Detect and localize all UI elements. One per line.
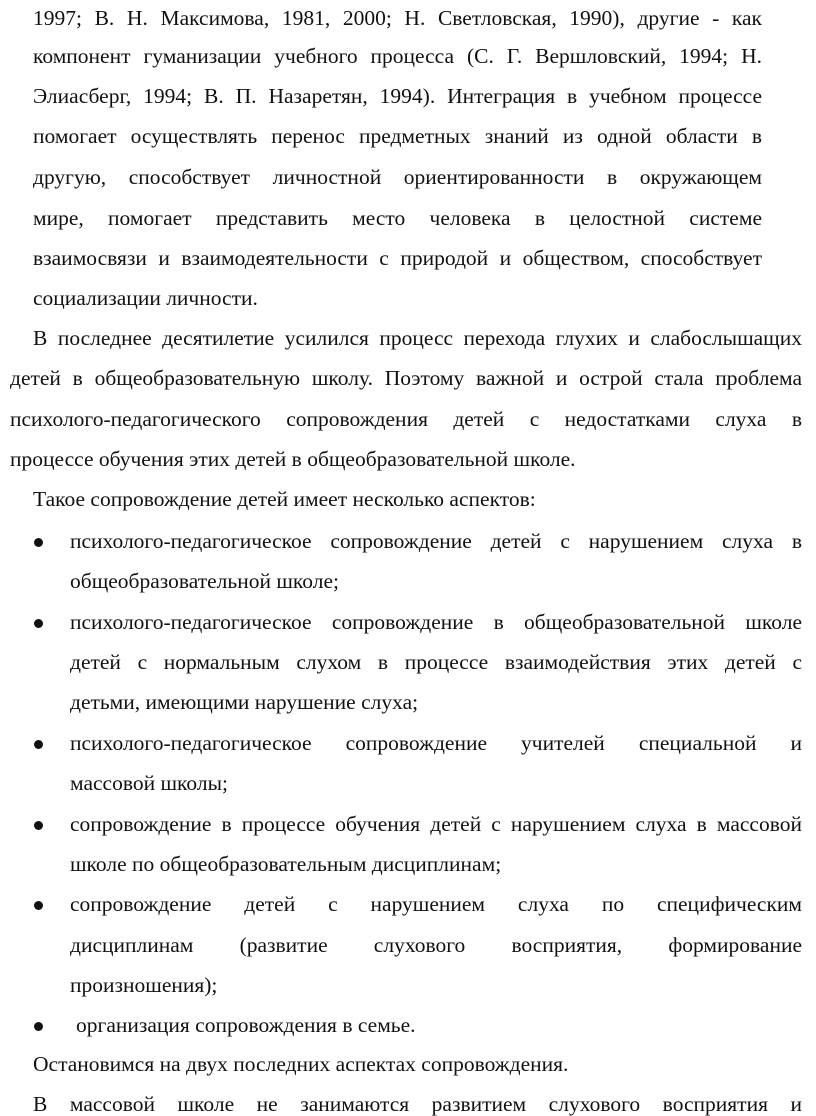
list-item-line: общеобразовательной школе; — [70, 569, 339, 593]
paragraph-line: 1997; В. Н. Максимова, 1981, 2000; Н. Светловская, 1990), другие - как — [33, 6, 762, 30]
bullet-icon — [34, 619, 43, 628]
list-item-line: организация сопровождения в семье. — [76, 1013, 416, 1037]
list-item-line: сопровождение детей с нарушением слуха по специфическим — [70, 892, 802, 916]
paragraph-line: детей в общеобразовательную школу. Поэтому важной и острой стала проблема — [10, 366, 802, 390]
list-item-line: дисциплинам (развитие слухового восприятия, формирование — [70, 933, 802, 957]
list-item-line: психолого-педагогическое сопровождение учителей специальной и — [70, 731, 802, 755]
paragraph-line: взаимосвязи и взаимодеятельности с природой и обществом, способствует — [33, 246, 762, 270]
paragraph-line: процессе обучения этих детей в общеобразовательной школе. — [10, 447, 576, 471]
list-item-line: психолого-педагогическое сопровождение в общеобразовательной школе — [70, 610, 802, 634]
bullet-icon — [34, 538, 43, 547]
list-intro: Такое сопровождение детей имеет несколько аспектов: — [33, 487, 536, 511]
list-item-line: сопровождение в процессе обучения детей с нарушением слуха в массовой — [70, 812, 802, 836]
paragraph-line: мире, помогает представить место человека в целостной системе — [33, 206, 762, 230]
list-item-line: массовой школы; — [70, 771, 228, 795]
list-item-line: школе по общеобразовательным дисциплинам; — [70, 852, 502, 876]
paragraph-line: социализации личности. — [33, 286, 258, 310]
bullet-icon — [34, 821, 43, 830]
paragraph-line: Элиасберг, 1994; В. П. Назаретян, 1994). Интеграция в учебном процессе — [33, 84, 762, 108]
list-item-line: психолого-педагогическое сопровождение детей с нарушением слуха в — [70, 529, 802, 553]
bullet-icon — [34, 1022, 43, 1031]
list-item-line: детьми, имеющими нарушение слуха; — [70, 690, 419, 714]
paragraph-line: компонент гуманизации учебного процесса (С. Г. Вершловский, 1994; Н. — [33, 44, 762, 68]
bullet-icon — [34, 901, 43, 910]
paragraph-line: психолого-педагогического сопровождения детей с недостатками слуха в — [10, 407, 802, 431]
paragraph-line: В последнее десятилетие усилился процесс перехода глухих и слабослышащих — [33, 326, 802, 350]
paragraph-line: Остановимся на двух последних аспектах сопровождения. — [33, 1052, 569, 1076]
paragraph-line: другую, способствует личностной ориентированности в окружающем — [33, 165, 762, 189]
paragraph-line: В массовой школе не занимаются развитием слухового восприятия и — [33, 1092, 802, 1116]
list-item-line: детей с нормальным слухом в процессе взаимодействия этих детей с — [70, 650, 802, 674]
paragraph-line: помогает осуществлять перенос предметных знаний из одной области в — [33, 124, 762, 148]
bullet-icon — [34, 740, 43, 749]
list-item-line: произношения); — [70, 973, 218, 997]
